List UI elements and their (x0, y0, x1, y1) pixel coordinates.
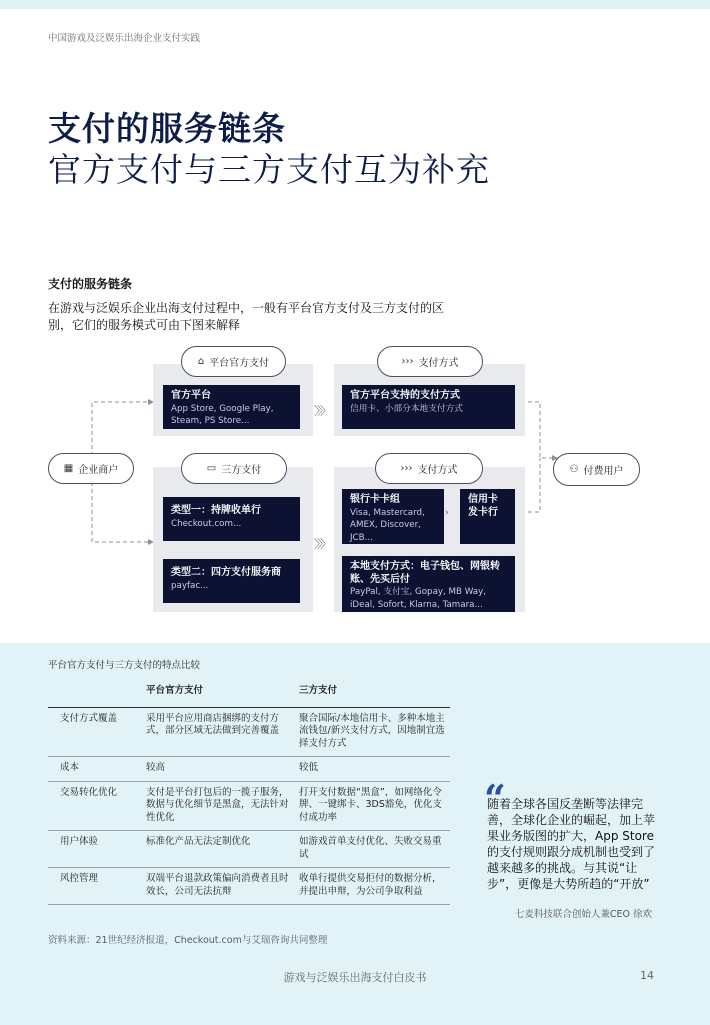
title-line-2: 官方支付与三方支付互为补充 (48, 150, 490, 189)
table-row (48, 831, 450, 868)
home-icon: ⌂ (197, 356, 205, 367)
top-band (0, 0, 710, 9)
page-number: 14 (640, 969, 654, 982)
payment-method-pill-2 (375, 453, 483, 484)
table-cell: 较低 (295, 757, 450, 782)
payer-label: 付费用户 (583, 466, 624, 477)
thirdparty-pay-label: 三方支付 (221, 465, 262, 476)
local-method-sub: PayPal, 支付宝, Gopay, MB Way, iDeal, Sofort, Klarna, Tamara... (350, 587, 487, 610)
pull-quote: 随着全球各国反垄断等法律完善，全球化企业的崛起，加上苹果业务版图的扩大，App Store的支付规则跟分成机制也受到了越来越多的挑战。与其说“让步”，更像是大势所趋的“开放” (487, 797, 656, 891)
quote-attribution: 七麦科技联合创始人兼CEO 徐欢 (514, 909, 652, 920)
source-note: 资料来源：21世纪经济报道，Checkout.com与艾瑞咨询共同整理 (48, 935, 328, 946)
card-network-sub: Visa, Mastercard, AMEX, Discover, JCB... (350, 507, 425, 543)
local-method-box (342, 556, 515, 612)
platform-pay-label: 平台官方支付 (209, 358, 270, 369)
table-cell: 打开支付数据“黑盒”，如网络化令牌、一键绑卡、3DS豁免，优化支付成功率 (295, 781, 450, 831)
comparison-table (48, 680, 450, 905)
table-cell: 双端平台退款政策偏向消费者且时效长，公司无法抗辩 (142, 868, 295, 905)
code-window-icon: ▭ (206, 463, 217, 474)
store-icon: ▦ (63, 463, 74, 474)
chevron-right-icon: 〉〉〉 (314, 537, 330, 551)
card-network-head: 银行卡卡组 (350, 494, 400, 505)
title-line-1: 支付的服务链条 (48, 109, 286, 148)
table-caption: 平台官方支付与三方支付的特点比较 (48, 660, 201, 671)
issuer-box (460, 489, 515, 544)
payment-method-pill-1 (377, 346, 483, 377)
chevrons-icon: ››› (401, 356, 414, 367)
card-network-box (342, 489, 444, 544)
platform-method-box (342, 385, 515, 429)
table-cell: 成本 (48, 757, 142, 782)
type2-payfac-box (163, 559, 300, 603)
table-cell: 支付方式覆盖 (48, 707, 142, 757)
merchant-node (48, 453, 134, 484)
type1-sub: Checkout.com... (171, 518, 242, 529)
running-header: 中国游戏及泛娱乐出海企业支付实践 (48, 33, 201, 44)
platform-method-sub: 信用卡、小部分本地支付方式 (350, 403, 463, 414)
table-cell: 标准化产品无法定制优化 (142, 831, 295, 868)
table-row (48, 868, 450, 905)
table-cell: 采用平台应用商店捆绑的支付方式，部分区域无法做到完善覆盖 (142, 707, 295, 757)
table-header: 平台官方支付 (142, 680, 295, 707)
type1-acquirer-box (163, 497, 300, 541)
platform-method-head: 官方平台支持的支付方式 (350, 390, 460, 401)
payer-node (553, 453, 640, 486)
table-cell: 较高 (142, 757, 295, 782)
arrow-right-icon: › (445, 508, 446, 518)
type2-head: 类型二：四方支付服务商 (171, 567, 281, 578)
chevrons-icon: ››› (400, 463, 413, 474)
merchant-label: 企业商户 (78, 465, 119, 476)
section-description: 在游戏与泛娱乐企业出海支付过程中，一般有平台官方支付及三方支付的区别，它们的服务模式可由下图来解释 (48, 301, 445, 332)
table-cell: 收单行提供交易拒付的数据分析，并提出申辩，为公司争取利益 (295, 868, 450, 905)
type2-sub: payfac... (171, 580, 209, 591)
type1-head: 类型一：持牌收单行 (171, 505, 261, 516)
official-platform-head: 官方平台 (171, 390, 211, 401)
table-cell: 用户体验 (48, 831, 142, 868)
service-chain-diagram (0, 340, 710, 630)
official-platform-sub: App Store, Google Play, Steam, PS Store... (171, 403, 274, 426)
platform-pay-pill (181, 346, 286, 377)
local-method-head: 本地支付方式：电子钱包、网银转账、先买后付 (350, 561, 500, 585)
table-row (48, 707, 450, 757)
payment-method-label-2: 支付方式 (417, 465, 458, 476)
table-row (48, 781, 450, 831)
table-cell: 支付是平台打包后的一揽子服务，数据与优化细节是黑盒，无法针对性优化 (142, 781, 295, 831)
table-row (48, 757, 450, 782)
chevron-right-icon: 〉〉〉 (314, 404, 330, 418)
table-header (48, 680, 142, 707)
footer-title: 游戏与泛娱乐出海支付白皮书 (283, 971, 427, 984)
table-cell: 如游戏首单支付优化、失败交易重试 (295, 831, 450, 868)
table-header: 三方支付 (295, 680, 450, 707)
users-icon: ⚇ (569, 464, 579, 475)
thirdparty-pay-pill (181, 453, 287, 484)
page-title (48, 108, 490, 190)
table-cell: 交易转化优化 (48, 781, 142, 831)
issuer-head: 信用卡发卡行 (468, 494, 498, 518)
table-cell: 聚合国际/本地信用卡、多种本地主流钱包/新兴支付方式，因地制宜选择支付方式 (295, 707, 450, 757)
section-title: 支付的服务链条 (48, 277, 133, 291)
table-cell: 风控管理 (48, 868, 142, 905)
table-header-row (48, 680, 450, 707)
quote-mark-icon: “ (484, 776, 506, 821)
payment-method-label-1: 支付方式 (418, 358, 459, 369)
official-platform-box (163, 385, 300, 429)
